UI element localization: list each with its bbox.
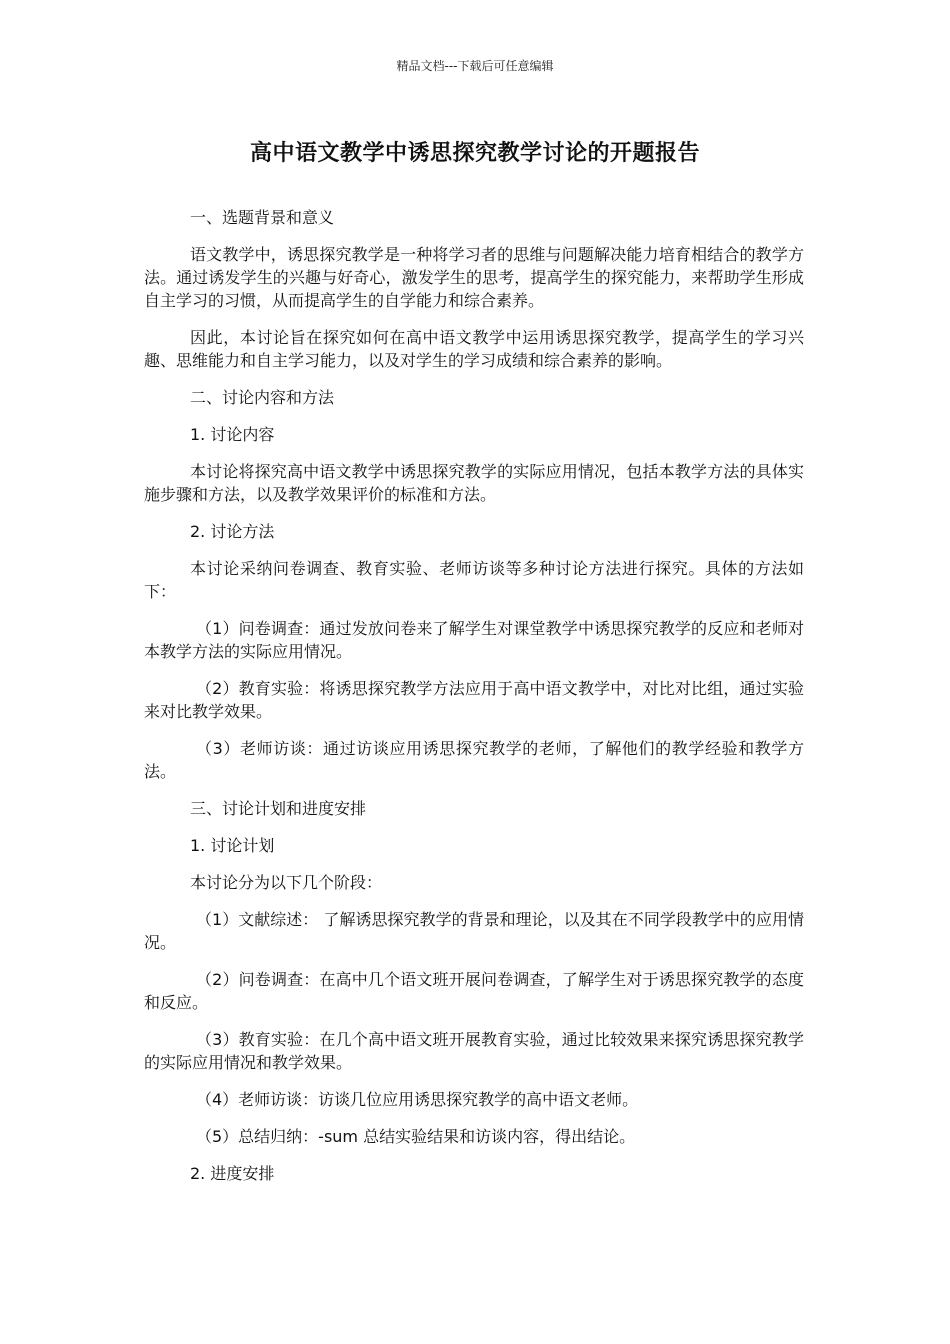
list-item-stage-1: （1）文献综述： 了解诱思探究教学的背景和理论，以及其在不同学段教学中的应用情况。 [144, 910, 804, 952]
section-heading-content-methods: 二、讨论内容和方法 [190, 388, 335, 407]
list-item-stage-4: （4）老师访谈：访谈几位应用诱思探究教学的高中语文老师。 [196, 1090, 639, 1109]
paragraph-methods-intro: 本讨论采纳问卷调查、教育实验、老师访谈等多种讨论方法进行探究。具体的方法如下： [144, 559, 804, 601]
paragraph-content: 本讨论将探究高中语文教学中诱思探究教学的实际应用情况，包括本教学方法的具体实施步骤和方法，以及教学效果评价的标准和方法。 [144, 462, 804, 504]
list-item-stage-5: （5）总结归纳：-sum 总结实验结果和访谈内容，得出结论。 [196, 1127, 636, 1146]
list-item-method-1: （1）问卷调查：通过发放问卷来了解学生对课堂教学中诱思探究教学的反应和老师对本教学方法的实际应用情况。 [144, 619, 804, 661]
list-item-method-3: （3）老师访谈：通过访谈应用诱思探究教学的老师，了解他们的教学经验和教学方法。 [144, 739, 804, 781]
list-item-method-2: （2）教育实验：将诱思探究教学方法应用于高中语文教学中，对比对比组，通过实验来对比教学效果。 [144, 679, 804, 721]
list-item-stage-3: （3）教育实验：在几个高中语文班开展教育实验，通过比较效果来探究诱思探究教学的实际应用情况和教学效果。 [144, 1030, 804, 1072]
paragraph-purpose: 因此，本讨论旨在探究如何在高中语文教学中运用诱思探究教学，提高学生的学习兴趣、思维能力和自主学习能力，以及对学生的学习成绩和综合素养的影响。 [144, 328, 804, 370]
list-item-stage-2: （2）问卷调查：在高中几个语文班开展问卷调查，了解学生对于诱思探究教学的态度和反应。 [144, 970, 804, 1012]
subheading-methods: 2. 讨论方法 [190, 522, 275, 541]
document-body [144, 206, 804, 1199]
header-note: 精品文档---下载后可任意编辑 [396, 59, 554, 73]
document-title: 高中语文教学中诱思探究教学讨论的开题报告 [249, 141, 700, 166]
paragraph-plan-intro: 本讨论分为以下几个阶段： [190, 873, 383, 892]
subheading-content: 1. 讨论内容 [190, 425, 275, 444]
section-heading-plan: 三、讨论计划和进度安排 [190, 799, 367, 818]
subheading-schedule: 2. 进度安排 [190, 1164, 275, 1183]
subheading-plan: 1. 讨论计划 [190, 836, 275, 855]
section-heading-background: 一、选题背景和意义 [190, 208, 335, 227]
paragraph-background: 语文教学中，诱思探究教学是一种将学习者的思维与问题解决能力培育相结合的教学方法。通过诱发学生的兴趣与好奇心，激发学生的思考，提高学生的探究能力，来帮助学生形成自主学习的习惯，从而提高学生的自学能力和综合素养。 [144, 245, 804, 310]
